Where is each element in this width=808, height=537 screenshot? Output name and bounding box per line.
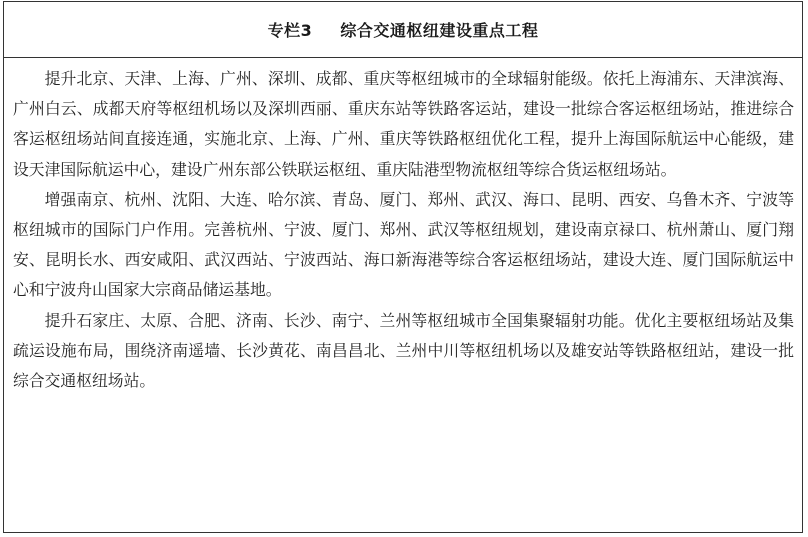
- feature-box-label: 专栏3: [267, 21, 313, 40]
- paragraph-international-gateways: 增强南京、杭州、沈阳、大连、哈尔滨、青岛、厦门、郑州、武汉、海口、昆明、西安、乌鲁木齐、宁波等枢纽城市的国际门户作用。完善杭州、宁波、厦门、郑州、武汉等枢纽规划，建设南京禄口、杭州萧山、厦门翔安、昆明长水、西安咸阳、武汉西站、宁波西站、海口新海港等综合客运枢纽场站，建设大连、厦门国际航运中心和宁波舟山国家大宗商品储运基地。: [13, 189, 794, 300]
- paragraph-national-hubs: 提升石家庄、太原、合肥、济南、长沙、南宁、兰州等枢纽城市全国集聚辐射功能。优化主要枢纽场站及集疏运设施布局，围绕济南遥墙、长沙黄花、南昌昌北、兰州中川等枢纽机场以及雄安站等铁路枢纽站，建设一批综合交通枢纽场站。: [13, 310, 794, 391]
- feature-box: [3, 1, 803, 533]
- feature-box-heading: 综合交通枢纽建设重点工程: [340, 21, 539, 40]
- feature-box-title: [268, 18, 539, 41]
- feature-box-header: [4, 2, 802, 58]
- paragraph-global-hubs: 提升北京、天津、上海、广州、深圳、成都、重庆等枢纽城市的全球辐射能级。依托上海浦东、天津滨海、广州白云、成都天府等枢纽机场以及深圳西丽、重庆东站等铁路客运站，建设一批综合客运枢纽场站，推进综合客运枢纽场站间直接连通，实施北京、上海、广州、重庆等铁路枢纽优化工程，提升上海国际航运中心能级，建设天津国际航运中心，建设广州东部公铁联运枢纽、重庆陆港型物流枢纽等综合货运枢纽场站。: [13, 69, 794, 179]
- feature-box-body: [4, 58, 802, 396]
